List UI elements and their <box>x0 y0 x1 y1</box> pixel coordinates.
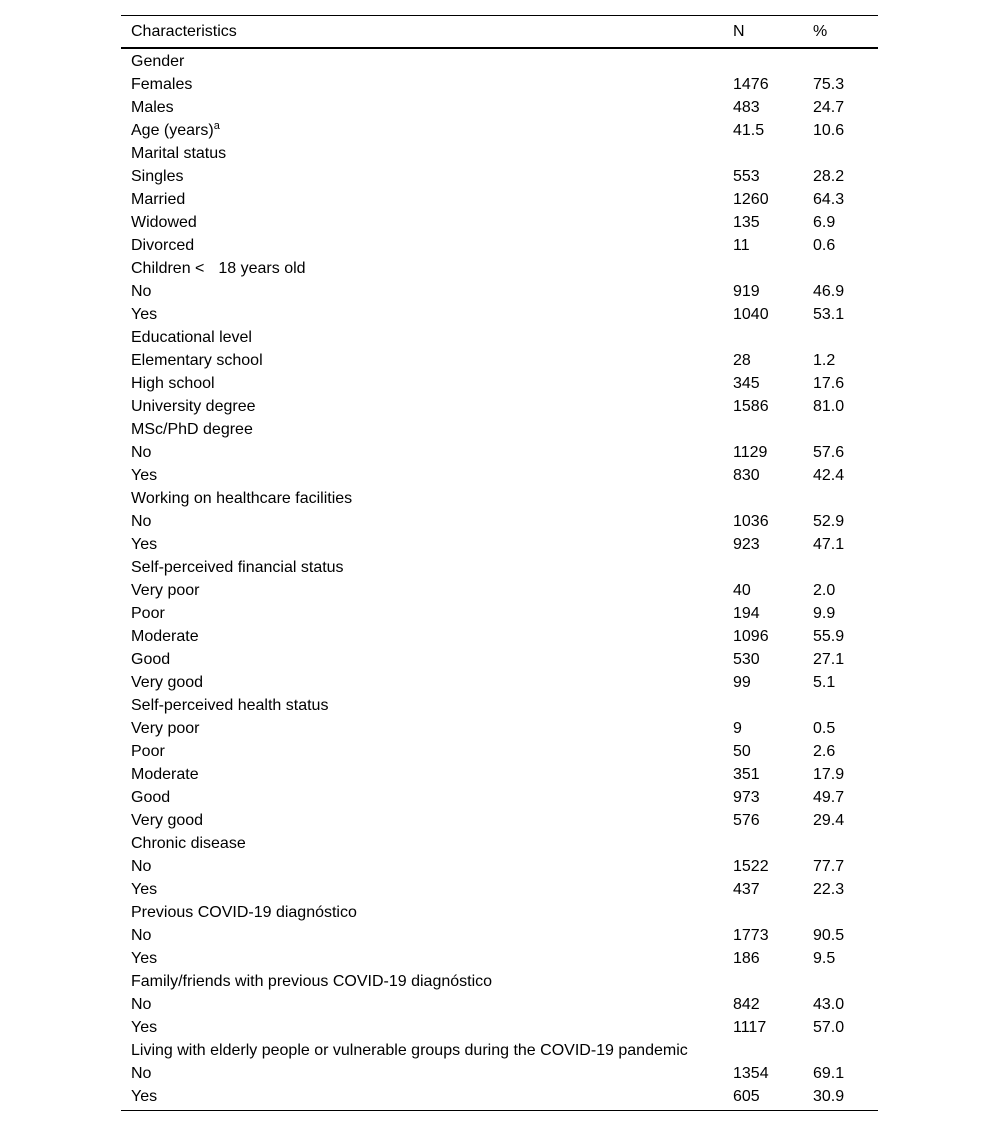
row-label <box>121 326 723 349</box>
row-n-value <box>723 487 803 510</box>
row-percent-value: 1.2 <box>813 352 836 369</box>
row-n-value: 530 <box>733 651 760 668</box>
table-row <box>121 326 878 349</box>
row-n-value: 437 <box>733 881 760 898</box>
row-label-text: Married <box>131 191 186 208</box>
row-label <box>121 740 723 763</box>
row-label-text: Males <box>131 99 174 116</box>
row-percent-value <box>803 1039 878 1062</box>
row-label <box>121 142 723 165</box>
row-n-value: 973 <box>733 789 760 806</box>
row-n-value <box>723 48 803 73</box>
row-percent-value: 90.5 <box>813 927 845 944</box>
table-row <box>121 48 878 73</box>
row-label-text: High school <box>131 375 215 392</box>
row-n-value: 9 <box>733 720 742 737</box>
row-label <box>121 165 723 188</box>
table-row <box>121 234 878 257</box>
table-row <box>121 73 878 96</box>
row-percent-value: 69.1 <box>813 1065 845 1082</box>
row-percent-value <box>803 48 878 73</box>
table-row <box>121 1039 878 1062</box>
table-header <box>121 16 878 49</box>
table-row <box>121 395 878 418</box>
row-label-text: No <box>131 513 152 530</box>
row-label <box>121 694 723 717</box>
row-percent-value: 2.6 <box>813 743 836 760</box>
row-percent-value: 49.7 <box>813 789 845 806</box>
row-label-text: Good <box>131 789 171 806</box>
row-label <box>121 372 723 395</box>
row-label-text: Chronic disease <box>131 835 246 852</box>
row-percent-value <box>803 694 878 717</box>
row-percent-value: 22.3 <box>813 881 845 898</box>
row-n-value: 1522 <box>733 858 769 875</box>
row-n-value: 351 <box>733 766 760 783</box>
row-n-value <box>723 970 803 993</box>
row-label <box>121 349 723 372</box>
row-n-value: 1773 <box>733 927 769 944</box>
table-row <box>121 947 878 970</box>
row-n-value <box>723 418 803 441</box>
row-label-text: Educational level <box>131 329 252 346</box>
table-row <box>121 993 878 1016</box>
row-percent-value <box>803 832 878 855</box>
table-row <box>121 579 878 602</box>
row-n-value <box>723 142 803 165</box>
row-percent-value: 9.5 <box>813 950 836 967</box>
row-percent-value: 64.3 <box>813 191 845 208</box>
row-percent-value: 24.7 <box>813 99 845 116</box>
table-row <box>121 96 878 119</box>
row-label-text: No <box>131 283 152 300</box>
table-row <box>121 510 878 533</box>
table-row <box>121 280 878 303</box>
table-row <box>121 165 878 188</box>
row-label-text: Marital status <box>131 145 227 162</box>
row-label <box>121 832 723 855</box>
table-row <box>121 556 878 579</box>
row-label <box>121 441 723 464</box>
row-label <box>121 648 723 671</box>
row-label-text: Previous COVID-19 diagnóstico <box>131 904 357 921</box>
row-label-text: Widowed <box>131 214 197 231</box>
row-label <box>121 1039 723 1062</box>
row-label-text: Moderate <box>131 628 199 645</box>
row-label <box>121 188 723 211</box>
table-row <box>121 832 878 855</box>
row-percent-value <box>803 257 878 280</box>
row-n-value: 1260 <box>733 191 769 208</box>
row-label-text: Yes <box>131 1019 158 1036</box>
row-label <box>121 395 723 418</box>
row-percent-value: 2.0 <box>813 582 836 599</box>
row-n-value <box>723 257 803 280</box>
row-percent-value: 42.4 <box>813 467 845 484</box>
table-row <box>121 119 878 142</box>
row-label <box>121 556 723 579</box>
row-label-text: Moderate <box>131 766 199 783</box>
row-label <box>121 234 723 257</box>
row-n-value: 842 <box>733 996 760 1013</box>
row-n-value: 483 <box>733 99 760 116</box>
row-label <box>121 970 723 993</box>
row-label-text: Divorced <box>131 237 195 254</box>
row-n-value: 1354 <box>733 1065 769 1082</box>
row-label-text: Elementary school <box>131 352 263 369</box>
row-percent-value: 9.9 <box>813 605 836 622</box>
table-row <box>121 1062 878 1085</box>
row-label <box>121 625 723 648</box>
row-label-text: Yes <box>131 467 158 484</box>
row-n-value: 186 <box>733 950 760 967</box>
row-n-value: 605 <box>733 1088 760 1105</box>
row-label <box>121 993 723 1016</box>
row-label <box>121 763 723 786</box>
row-percent-value <box>803 487 878 510</box>
row-label <box>121 533 723 556</box>
row-label <box>121 809 723 832</box>
row-label-text: No <box>131 996 152 1013</box>
row-label-text: Very good <box>131 812 204 829</box>
row-label <box>121 510 723 533</box>
table-row <box>121 257 878 280</box>
header-row <box>121 16 878 49</box>
row-label <box>121 924 723 947</box>
row-label <box>121 878 723 901</box>
table-row <box>121 211 878 234</box>
row-label-text: Gender <box>131 52 185 70</box>
table-row <box>121 602 878 625</box>
row-label-text: Very good <box>131 674 204 691</box>
table-row <box>121 533 878 556</box>
row-percent-value <box>803 556 878 579</box>
row-label-text: Family/friends with previous COVID-19 diagnóstico <box>131 973 493 990</box>
row-n-value <box>723 901 803 924</box>
row-percent-value: 52.9 <box>813 513 845 530</box>
table-body <box>121 48 878 1111</box>
row-label-text: Singles <box>131 168 184 185</box>
table-row <box>121 740 878 763</box>
row-percent-value: 10.6 <box>813 122 845 139</box>
row-label <box>121 786 723 809</box>
row-label-text: Females <box>131 76 193 93</box>
row-label-text: Very poor <box>131 582 200 599</box>
row-percent-value: 28.2 <box>813 168 845 185</box>
row-n-value: 194 <box>733 605 760 622</box>
table-row <box>121 694 878 717</box>
row-n-value: 919 <box>733 283 760 300</box>
table-row <box>121 1085 878 1111</box>
row-percent-value: 27.1 <box>813 651 845 668</box>
row-label <box>121 211 723 234</box>
row-label <box>121 671 723 694</box>
table-row <box>121 717 878 740</box>
row-label-text: Self-perceived health status <box>131 697 329 714</box>
table-row <box>121 349 878 372</box>
row-label <box>121 579 723 602</box>
table-row <box>121 142 878 165</box>
row-percent-value: 57.6 <box>813 444 845 461</box>
row-n-value: 1476 <box>733 76 769 93</box>
row-n-value <box>723 1039 803 1062</box>
characteristics-table-container <box>121 15 878 1111</box>
row-percent-value: 57.0 <box>813 1019 845 1036</box>
row-label-text: Age (years) <box>131 122 214 139</box>
row-percent-value <box>803 418 878 441</box>
table-row <box>121 924 878 947</box>
row-percent-value: 6.9 <box>813 214 836 231</box>
row-percent-value <box>803 901 878 924</box>
row-label-text: MSc/PhD degree <box>131 421 253 438</box>
row-label-text: Working on healthcare facilities <box>131 490 353 507</box>
row-label <box>121 303 723 326</box>
row-percent-value <box>803 326 878 349</box>
row-n-value <box>723 556 803 579</box>
row-label-text: Very poor <box>131 720 200 737</box>
row-n-value: 1117 <box>733 1019 767 1036</box>
row-label <box>121 602 723 625</box>
row-n-value <box>723 694 803 717</box>
row-label <box>121 1016 723 1039</box>
row-percent-value: 43.0 <box>813 996 845 1013</box>
row-label-text: University degree <box>131 398 256 415</box>
row-label-text: 18 years old <box>218 260 306 277</box>
row-n-value: 11 <box>733 237 750 254</box>
row-n-value: 50 <box>733 743 751 760</box>
row-percent-value: 30.9 <box>813 1088 845 1105</box>
table-row <box>121 372 878 395</box>
row-percent-value: 17.6 <box>813 375 845 392</box>
row-label-text: Yes <box>131 1088 158 1105</box>
table-row <box>121 671 878 694</box>
row-percent-value: 55.9 <box>813 628 845 645</box>
row-label-text: No <box>131 1065 152 1082</box>
row-n-value: 28 <box>733 352 751 369</box>
row-n-value: 553 <box>733 168 760 185</box>
table-row <box>121 970 878 993</box>
row-percent-value: 29.4 <box>813 812 845 829</box>
row-label-text: No <box>131 444 152 461</box>
row-n-value: 923 <box>733 536 760 553</box>
table-row <box>121 786 878 809</box>
row-label-text: Children < <box>131 260 205 277</box>
header-characteristics: Characteristics <box>131 22 237 40</box>
row-label <box>121 418 723 441</box>
table-row <box>121 763 878 786</box>
row-n-value <box>723 832 803 855</box>
row-label <box>121 717 723 740</box>
row-label-text: Yes <box>131 536 158 553</box>
table-row <box>121 625 878 648</box>
row-n-value: 135 <box>733 214 760 231</box>
row-label <box>121 855 723 878</box>
row-label <box>121 257 723 280</box>
row-label <box>121 1062 723 1085</box>
row-n-value: 99 <box>733 674 751 691</box>
table-row <box>121 855 878 878</box>
row-percent-value: 81.0 <box>813 398 845 415</box>
row-n-value: 576 <box>733 812 760 829</box>
row-label <box>121 947 723 970</box>
row-percent-value: 5.1 <box>813 674 836 691</box>
row-percent-value: 75.3 <box>813 76 845 93</box>
row-percent-value: 47.1 <box>813 536 845 553</box>
table-row <box>121 648 878 671</box>
row-n-value: 41.5 <box>733 122 765 139</box>
header-percent: % <box>813 22 828 40</box>
row-n-value: 1040 <box>733 306 769 323</box>
row-label <box>121 901 723 924</box>
row-label <box>121 119 723 142</box>
row-label-text: Self-perceived financial status <box>131 559 344 576</box>
row-label-text: Yes <box>131 881 158 898</box>
row-n-value: 1129 <box>733 444 768 461</box>
row-percent-value: 46.9 <box>813 283 845 300</box>
row-label-text: Poor <box>131 743 165 760</box>
row-percent-value: 53.1 <box>813 306 845 323</box>
row-percent-value: 0.5 <box>813 720 836 737</box>
row-label <box>121 464 723 487</box>
row-label <box>121 280 723 303</box>
row-label <box>121 487 723 510</box>
row-n-value <box>723 326 803 349</box>
row-label <box>121 96 723 119</box>
row-percent-value <box>803 142 878 165</box>
row-label-text: Living with elderly people or vulnerable groups during the COVID-19 pandemic <box>131 1042 688 1059</box>
table-row <box>121 188 878 211</box>
row-n-value: 345 <box>733 375 760 392</box>
row-label-text: No <box>131 858 152 875</box>
table-row <box>121 487 878 510</box>
table-row <box>121 901 878 924</box>
row-n-value: 40 <box>733 582 751 599</box>
header-n: N <box>733 22 745 40</box>
row-percent-value: 77.7 <box>813 858 845 875</box>
table-row <box>121 1016 878 1039</box>
table-row <box>121 418 878 441</box>
table-row <box>121 464 878 487</box>
row-n-value: 830 <box>733 467 760 484</box>
table-row <box>121 303 878 326</box>
characteristics-table <box>121 15 878 1111</box>
table-row <box>121 878 878 901</box>
footnote-marker: a <box>213 120 220 132</box>
row-label <box>121 1085 723 1111</box>
row-percent-value: 0.6 <box>813 237 836 254</box>
row-label <box>121 48 723 73</box>
row-label-text: Yes <box>131 306 158 323</box>
row-label <box>121 73 723 96</box>
table-row <box>121 441 878 464</box>
row-n-value: 1036 <box>733 513 769 530</box>
row-label-text: Poor <box>131 605 165 622</box>
table-row <box>121 809 878 832</box>
row-n-value: 1586 <box>733 398 769 415</box>
row-label-text: Yes <box>131 950 158 967</box>
row-percent-value <box>803 970 878 993</box>
row-label-text: Good <box>131 651 171 668</box>
row-n-value: 1096 <box>733 628 769 645</box>
row-label-text: No <box>131 927 152 944</box>
row-percent-value: 17.9 <box>813 766 845 783</box>
